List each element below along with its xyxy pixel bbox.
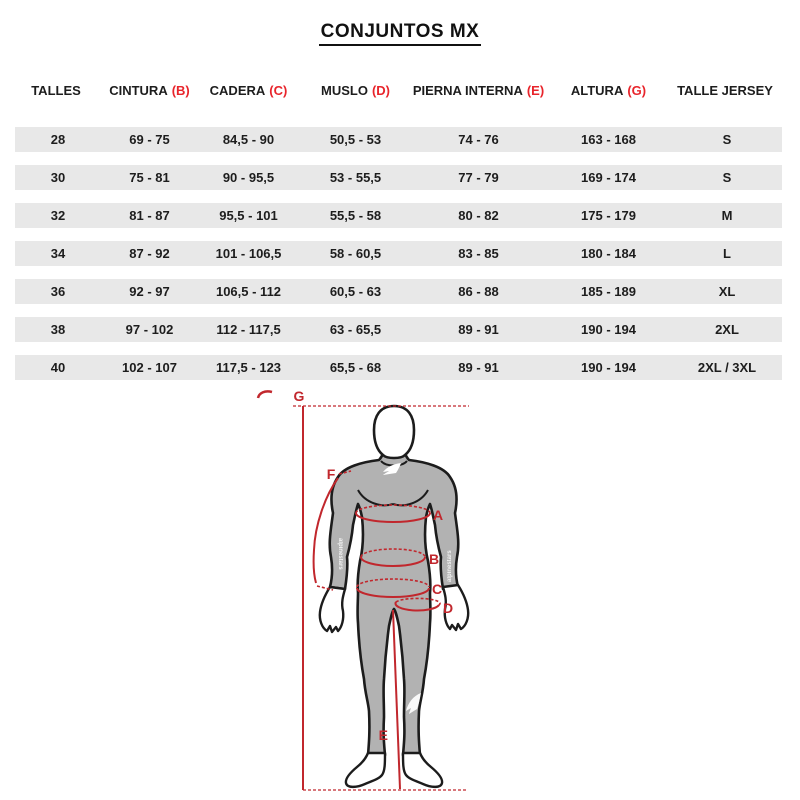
- measure-label-a: A: [433, 507, 444, 523]
- measure-label-e: E: [378, 727, 388, 743]
- table-cell: XL: [718, 284, 736, 299]
- table-cell: 32: [50, 208, 66, 223]
- measure-letter: (E): [526, 82, 545, 98]
- table-cell: 58 - 60,5: [329, 246, 382, 261]
- table-cell: 38: [50, 322, 66, 337]
- table-cell: 84,5 - 90: [222, 132, 275, 147]
- table-cell: 95,5 - 101: [219, 208, 278, 223]
- measure-letter: (G): [627, 82, 647, 98]
- measure-label-c: C: [432, 581, 443, 597]
- table-cell: 55,5 - 58: [329, 208, 382, 223]
- column-header-muslo: MUSLO (D): [321, 82, 390, 98]
- table-cell: 50,5 - 53: [329, 132, 382, 147]
- head: [374, 406, 414, 458]
- table-cell: 163 - 168: [581, 132, 636, 147]
- table-cell: 117,5 - 123: [215, 360, 282, 375]
- table-cell: 89 - 91: [458, 360, 499, 375]
- measure-label-f: F: [326, 466, 336, 482]
- table-cell: 40: [50, 360, 66, 375]
- table-cell: 87 - 92: [129, 246, 170, 261]
- sleeve-text-right: alpinestars: [447, 550, 453, 582]
- table-cell: 92 - 97: [129, 284, 170, 299]
- measurement-diagram: [250, 385, 660, 800]
- table-cell: 190 - 194: [581, 322, 636, 337]
- column-header-cintura: CINTURA (B): [109, 82, 190, 98]
- page-title-text: CONJUNTOS MX: [319, 21, 482, 46]
- table-cell: 30: [50, 170, 66, 185]
- table-cell: 175 - 179: [581, 208, 636, 223]
- table-cell: S: [722, 132, 732, 147]
- table-cell: 90 - 95,5: [222, 170, 275, 185]
- measure-label-g: G: [293, 388, 305, 404]
- table-cell: 180 - 184: [581, 246, 636, 261]
- table-cell: 34: [50, 246, 66, 261]
- table-cell: 63 - 65,5: [329, 322, 382, 337]
- page-title: [0, 21, 800, 46]
- column-header-talle-jersey: TALLE JERSEY: [677, 82, 773, 98]
- size-chart-table: [15, 80, 782, 393]
- table-row-size-30: [15, 165, 782, 190]
- table-cell: M: [721, 208, 733, 223]
- table-row-size-28: [15, 127, 782, 152]
- table-cell: 97 - 102: [125, 322, 174, 337]
- left-hand: [320, 587, 345, 632]
- table-cell: 77 - 79: [458, 170, 499, 185]
- table-cell: 74 - 76: [458, 132, 499, 147]
- sleeve-text-left: alpinestars: [337, 538, 343, 570]
- table-cell: 75 - 81: [129, 170, 170, 185]
- table-cell: 80 - 82: [458, 208, 499, 223]
- table-cell: 60,5 - 63: [329, 284, 382, 299]
- column-header-pierna-interna: PIERNA INTERNA (E): [412, 82, 545, 98]
- right-foot: [403, 753, 442, 787]
- table-cell: 101 - 106,5: [215, 246, 282, 261]
- table-cell: 2XL / 3XL: [697, 360, 757, 375]
- table-row-size-38: [15, 317, 782, 342]
- table-cell: 185 - 189: [581, 284, 636, 299]
- measure-letter: (C): [269, 82, 288, 98]
- table-cell: 36: [50, 284, 66, 299]
- table-cell: 65,5 - 68: [329, 360, 382, 375]
- table-cell: 169 - 174: [581, 170, 636, 185]
- measure-label-b: B: [429, 551, 440, 567]
- table-cell: 69 - 75: [129, 132, 170, 147]
- table-cell: 83 - 85: [458, 246, 499, 261]
- table-row-size-36: [15, 279, 782, 304]
- table-cell: 106,5 - 112: [215, 284, 282, 299]
- table-cell: 81 - 87: [129, 208, 170, 223]
- table-cell: L: [723, 246, 731, 261]
- column-header-talles: TALLES: [31, 82, 81, 98]
- table-cell: 190 - 194: [581, 360, 636, 375]
- table-cell: S: [722, 170, 732, 185]
- measure-letter: (B): [171, 82, 190, 98]
- table-cell: 2XL: [715, 322, 739, 337]
- table-cell: 86 - 88: [458, 284, 499, 299]
- table-body: [15, 127, 782, 380]
- table-cell: 102 - 107: [122, 360, 177, 375]
- body-suit-silhouette: [330, 452, 459, 755]
- column-header-altura: ALTURA (G): [570, 82, 647, 98]
- table-cell: 53 - 55,5: [329, 170, 382, 185]
- table-row-size-34: [15, 241, 782, 266]
- table-header-row: [15, 80, 782, 100]
- table-cell: 28: [50, 132, 66, 147]
- column-header-cadera: CADERA (C): [209, 82, 288, 98]
- table-cell: 89 - 91: [458, 322, 499, 337]
- inner-leg-line-e: [393, 610, 400, 789]
- left-foot: [346, 753, 385, 787]
- table-row-size-32: [15, 203, 782, 228]
- table-row-size-40: [15, 355, 782, 380]
- partial-letter-artifact: [258, 391, 272, 398]
- measure-label-d: D: [443, 600, 454, 616]
- table-cell: 112 - 117,5: [216, 322, 281, 337]
- measure-letter: (D): [371, 82, 390, 98]
